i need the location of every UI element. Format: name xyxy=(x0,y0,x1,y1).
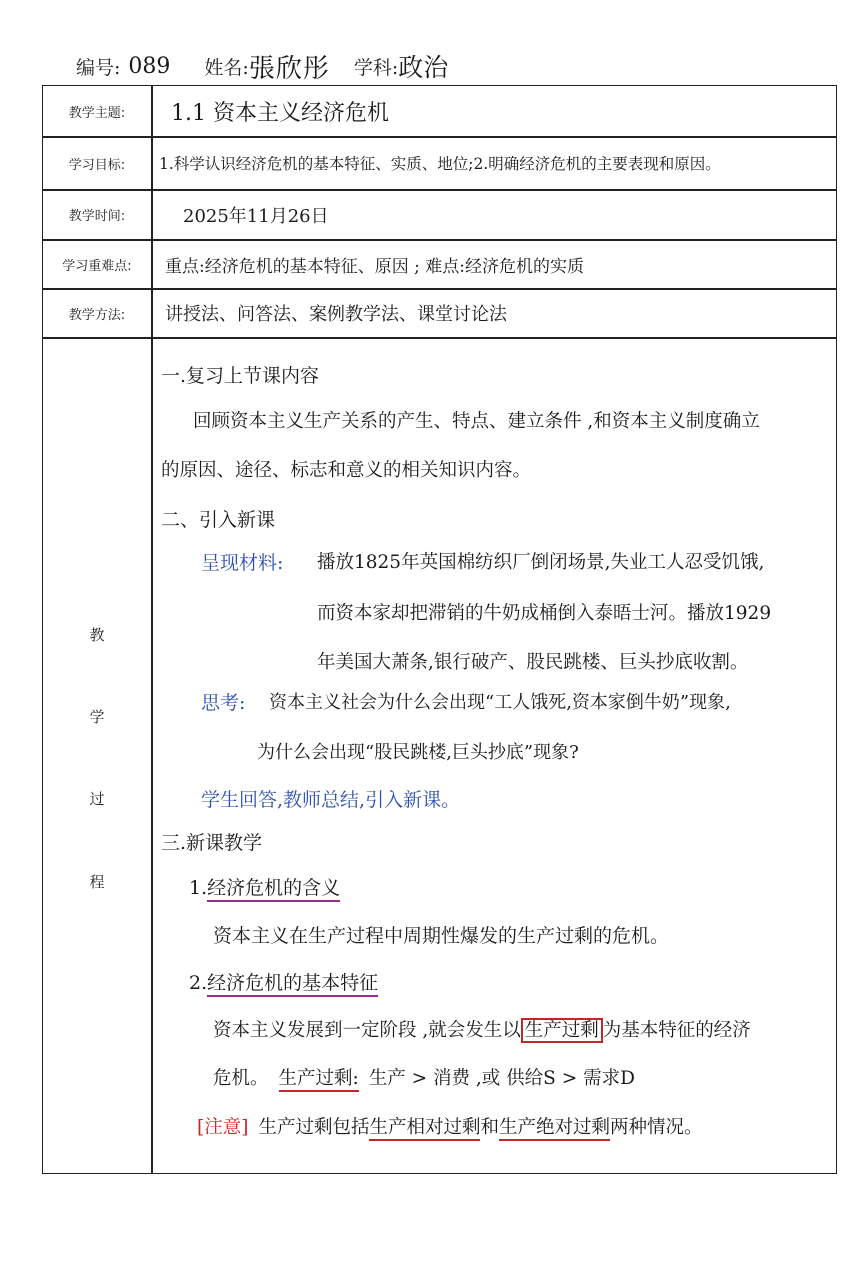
name-value: 張欣彤 xyxy=(248,53,330,84)
side-char: 学 xyxy=(89,708,105,726)
lesson-plan-table xyxy=(42,85,837,1174)
side-char: 过 xyxy=(89,790,105,808)
point-2-heading xyxy=(189,971,378,995)
section-1-title: 一.复习上节课内容 xyxy=(161,365,320,387)
material-line: 播放1825年英国棉纺织厂倒闭场景,失业工人忍受饥饿, xyxy=(317,552,765,573)
goal-value: 1.科学认识经济危机的基本特征、实质、地位;2.明确经济危机的主要表现和原因。 xyxy=(159,155,721,173)
note-label: [注意] xyxy=(197,1117,249,1138)
point-1-heading xyxy=(189,876,340,900)
time-value: 2025年11月26日 xyxy=(183,205,329,227)
method-value: 讲授法、问答法、案例教学法、课堂讨论法 xyxy=(165,304,507,325)
point-2-line xyxy=(213,1019,751,1043)
think-label: 思考: xyxy=(201,692,246,714)
subject-label: 学科: xyxy=(353,56,399,79)
note-line xyxy=(197,1116,703,1140)
point-1-text: 资本主义在生产过程中周期性爆发的生产过剩的危机。 xyxy=(213,925,670,947)
think-line: 为什么会出现“股民跳楼,巨头抄底”现象? xyxy=(257,742,579,763)
method-label: 教学方法: xyxy=(68,307,126,323)
note-text: 两种情况。 xyxy=(610,1117,703,1138)
note-text: 生产过剩包括 xyxy=(258,1117,370,1138)
keypoint-label: 学习重难点: xyxy=(62,258,132,274)
think-line: 资本主义社会为什么会出现“工人饿死,资本家倒牛奶”现象, xyxy=(269,692,731,713)
summary-line: 学生回答,教师总结,引入新课。 xyxy=(201,789,461,811)
note-text: 和 xyxy=(480,1117,499,1138)
point-2-text: 为基本特征的经济 xyxy=(602,1020,751,1041)
keypoint-value: 重点:经济危机的基本特征、原因 ; 难点:经济危机的实质 xyxy=(165,256,584,277)
material-line: 年美国大萧条,银行破产、股民跳楼、巨头抄底收割。 xyxy=(317,652,749,673)
goal-label: 学习目标: xyxy=(68,157,126,173)
topic-label: 教学主题: xyxy=(68,105,126,121)
section-1-line: 的原因、途径、标志和意义的相关知识内容。 xyxy=(161,460,532,481)
overproduction-box: 生产过剩 xyxy=(521,1018,603,1043)
number-value: 089 xyxy=(128,53,171,79)
side-char: 程 xyxy=(89,873,105,891)
point-2-line xyxy=(213,1067,635,1091)
point-2-number: 2. xyxy=(189,972,208,994)
number-label: 编号: xyxy=(76,56,121,79)
process-side-label xyxy=(43,338,151,1174)
page-header xyxy=(76,46,448,86)
column-divider xyxy=(151,86,153,1173)
section-1-line: 回顾资本主义生产关系的产生、特点、建立条件 ,和资本主义制度确立 xyxy=(193,411,760,432)
topic-value: 1.1 资本主义经济危机 xyxy=(171,100,389,126)
material-line: 而资本家却把滞销的牛奶成桶倒入泰晤士河。播放1929 xyxy=(317,603,772,624)
note-term: 生产相对过剩 xyxy=(369,1117,480,1141)
material-label: 呈现材料: xyxy=(201,552,284,574)
teaching-process xyxy=(161,338,832,1173)
point-1-title: 经济危机的含义 xyxy=(207,877,340,902)
subject-value: 政治 xyxy=(398,53,449,82)
section-2-title: 二、引入新课 xyxy=(161,509,276,531)
time-label: 教学时间: xyxy=(68,209,126,224)
section-3-title: 三.新课教学 xyxy=(161,832,263,854)
side-char: 教 xyxy=(89,626,105,644)
point-1-number: 1. xyxy=(189,877,208,899)
overproduction-term: 生产过剩: xyxy=(279,1068,359,1092)
point-2-text: 资本主义发展到一定阶段 ,就会发生以 xyxy=(213,1020,521,1041)
name-label: 姓名: xyxy=(204,56,249,79)
point-2-title: 经济危机的基本特征 xyxy=(207,972,378,997)
note-term: 生产绝对过剩 xyxy=(499,1117,610,1141)
point-2-text: 生产 > 消费 ,或 供给S > 需求D xyxy=(368,1068,635,1089)
point-2-text: 危机。 xyxy=(213,1068,269,1089)
